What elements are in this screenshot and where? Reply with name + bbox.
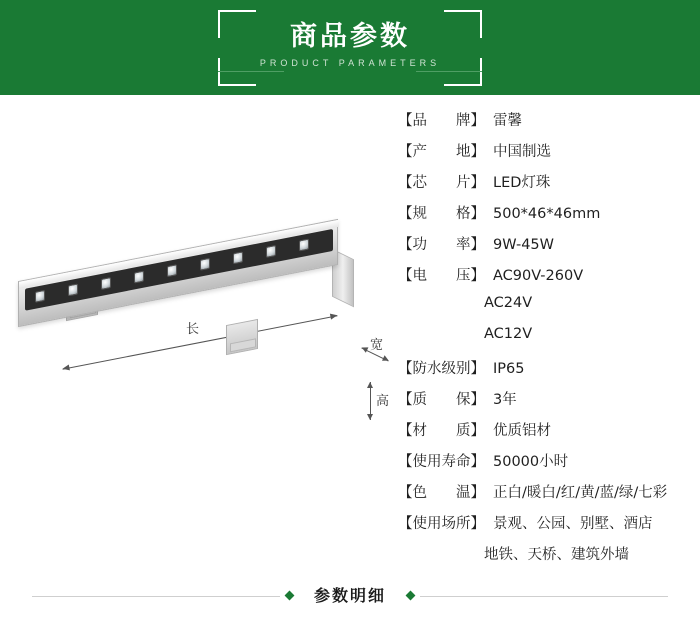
page-title: 商品参数 (290, 21, 410, 52)
specification-list (398, 109, 698, 574)
spec-value-size: 500*46*46mm (493, 206, 601, 222)
height-dimension-label: 高 (376, 394, 390, 409)
led-wall-washer-graphic (18, 230, 390, 409)
length-dimension-label: 长 (186, 322, 200, 337)
spec-label-application: 【使用场所】 (398, 516, 485, 532)
spec-row-power (398, 233, 698, 264)
spec-label-origin: 【产 地】 (398, 144, 485, 160)
spec-row-origin (398, 140, 698, 171)
led-bead (68, 283, 78, 296)
spec-value-application: 景观、公园、别墅、酒店 (493, 516, 653, 532)
spec-value-warranty: 3年 (493, 392, 517, 408)
length-dimension-arrow (62, 315, 337, 369)
spec-value-application-line-2: 地铁、天桥、建筑外墙 (484, 547, 629, 563)
spec-row-waterproof (398, 357, 698, 388)
spec-row-size (398, 202, 698, 233)
spec-value-waterproof: IP65 (493, 361, 525, 377)
width-dimension-label: 宽 (370, 338, 384, 353)
spec-label-power: 【功 率】 (398, 237, 485, 253)
spec-value-brand: 雷馨 (493, 113, 522, 129)
spec-row-color-temperature (398, 481, 698, 512)
footer-section (0, 565, 700, 627)
spec-row-lifespan (398, 450, 698, 481)
spec-value-voltage-alt-2: AC12V (484, 326, 533, 342)
spec-row-voltage (398, 264, 698, 295)
spec-row-chip (398, 171, 698, 202)
spec-value-voltage: AC90V-260V (493, 268, 584, 284)
mounting-bracket-right (226, 319, 258, 355)
spec-row-application (398, 512, 698, 543)
led-panel (25, 229, 333, 311)
led-bead (233, 251, 243, 264)
spec-value-power: 9W-45W (493, 237, 554, 253)
spec-value-color-temperature: 正白/暖白/红/黄/蓝/绿/七彩 (493, 485, 668, 501)
spec-label-warranty: 【质 保】 (398, 392, 485, 408)
spec-value-lifespan: 50000小时 (493, 454, 569, 470)
spec-value-voltage-alt-1: AC24V (484, 295, 533, 311)
led-bead (101, 277, 111, 290)
spec-label-color-temperature: 【色 温】 (398, 485, 485, 501)
spec-value-material: 优质铝材 (493, 423, 551, 439)
page-subtitle: PRODUCT PARAMETERS (259, 58, 441, 68)
led-bead (266, 245, 276, 258)
spec-value-origin: 中国制选 (493, 144, 551, 160)
header-banner-inner (0, 0, 700, 95)
spec-label-material: 【材 质】 (398, 423, 485, 439)
spec-label-brand: 【品 牌】 (398, 113, 485, 129)
led-bead (200, 258, 210, 271)
spec-row-brand (398, 109, 698, 140)
header-banner (0, 0, 700, 95)
product-illustration (0, 95, 390, 425)
content-area (0, 95, 700, 565)
spec-label-lifespan: 【使用寿命】 (398, 454, 485, 470)
spec-row-warranty (398, 388, 698, 419)
spec-label-chip: 【芯 片】 (398, 175, 485, 191)
banner-subtitle-rule-left (218, 71, 284, 72)
led-bead (299, 239, 309, 252)
spec-label-voltage: 【电 压】 (398, 268, 485, 284)
footer-title: 参数明细 (313, 586, 386, 605)
banner-subtitle-rule-right (416, 71, 482, 72)
led-bead (134, 271, 144, 284)
led-bead (167, 264, 177, 277)
led-bead (35, 290, 45, 303)
spec-row-material (398, 419, 698, 450)
spec-label-waterproof: 【防水级别】 (398, 361, 485, 377)
light-housing (18, 219, 338, 327)
spec-label-size: 【规 格】 (398, 206, 485, 222)
height-dimension-arrow (370, 382, 371, 420)
spec-value-chip: LED灯珠 (493, 175, 551, 191)
